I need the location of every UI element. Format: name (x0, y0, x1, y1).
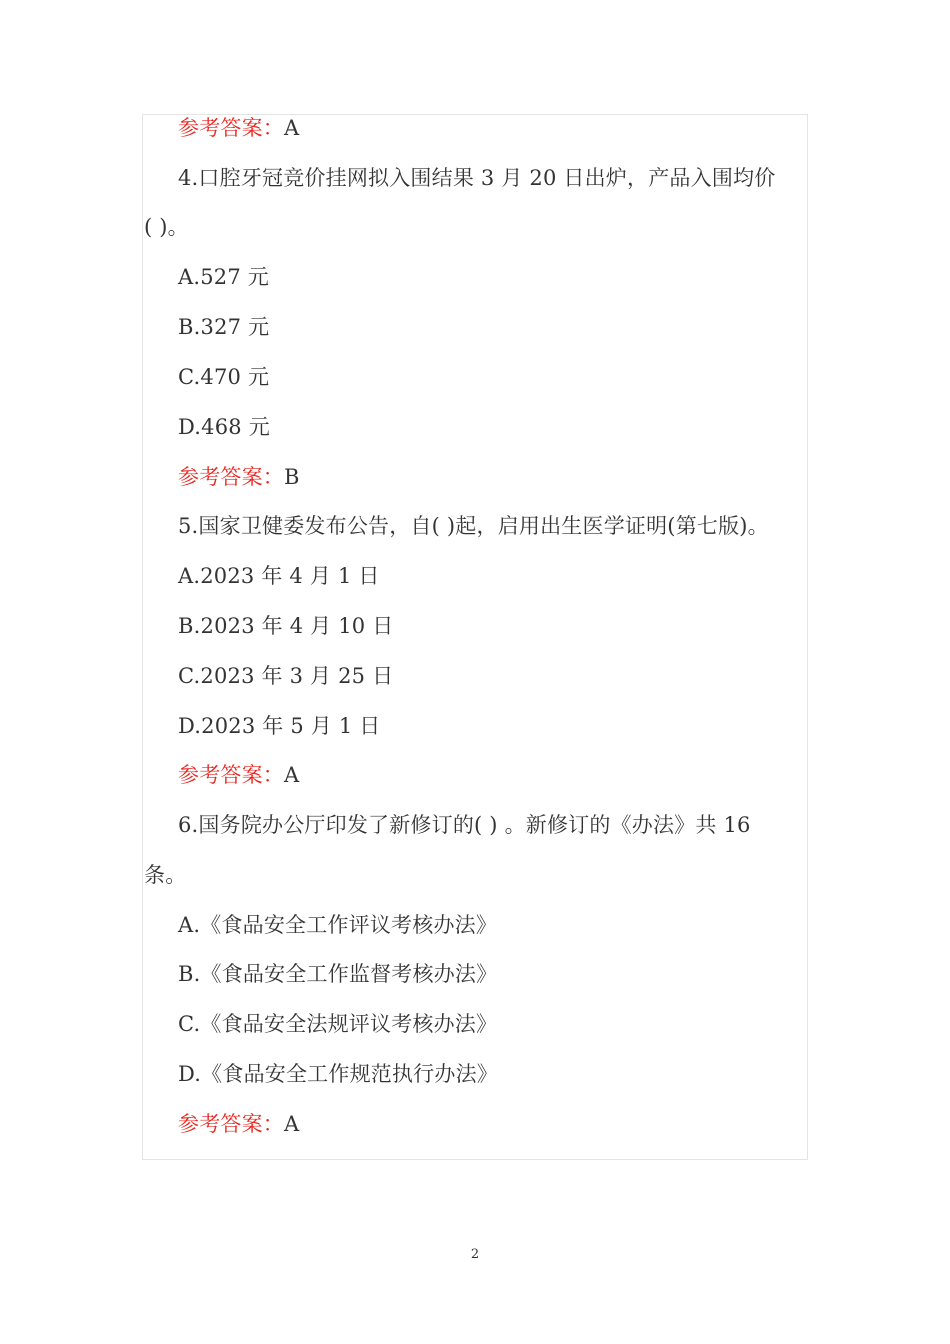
q6-option-b: B.《食品安全工作监督考核办法》 (178, 962, 498, 986)
q5-option-c: C.2023 年 3 月 25 日 (178, 664, 394, 688)
q5-option-b: B.2023 年 4 月 10 日 (178, 614, 394, 638)
q6-stem-line2: 条。 (144, 863, 187, 887)
answer-value: A (284, 1112, 300, 1136)
q5-answer (178, 761, 299, 789)
q4-answer (178, 463, 300, 491)
q6-option-a: A.《食品安全工作评议考核办法》 (178, 913, 498, 937)
q5-option-a: A.2023 年 4 月 1 日 (178, 564, 380, 588)
q4-stem-line2: ( )。 (144, 215, 189, 239)
answer-label: 参考答案： (178, 116, 284, 140)
q4-option-b: B.327 元 (178, 315, 270, 339)
q4-option-c: C.470 元 (178, 365, 270, 389)
page-number: 2 (470, 1247, 480, 1262)
q4-option-d: D.468 元 (178, 415, 270, 439)
q4-option-a: A.527 元 (178, 265, 269, 289)
q6-answer (178, 1110, 299, 1138)
answer-value: A (284, 763, 300, 787)
q6-option-c: C.《食品安全法规评议考核办法》 (178, 1012, 498, 1036)
answer-label: 参考答案： (178, 763, 284, 787)
q5-option-d: D.2023 年 5 月 1 日 (178, 714, 381, 738)
q6-option-d: D.《食品安全工作规范执行办法》 (178, 1062, 498, 1086)
answer-label: 参考答案： (178, 465, 284, 489)
answer-value: A (284, 116, 300, 140)
answer-value: B (284, 465, 300, 489)
q4-stem-line1: 4.口腔牙冠竞价挂网拟入围结果 3 月 20 日出炉，产品入围均价 (178, 166, 776, 190)
q5-stem-line1: 5.国家卫健委发布公告，自( )起，启用出生医学证明(第七版)。 (178, 514, 769, 538)
q3-answer (178, 114, 299, 142)
q6-stem-line1: 6.国务院办公厅印发了新修订的( ) 。新修订的《办法》共 16 (178, 813, 751, 837)
answer-label: 参考答案： (178, 1112, 284, 1136)
